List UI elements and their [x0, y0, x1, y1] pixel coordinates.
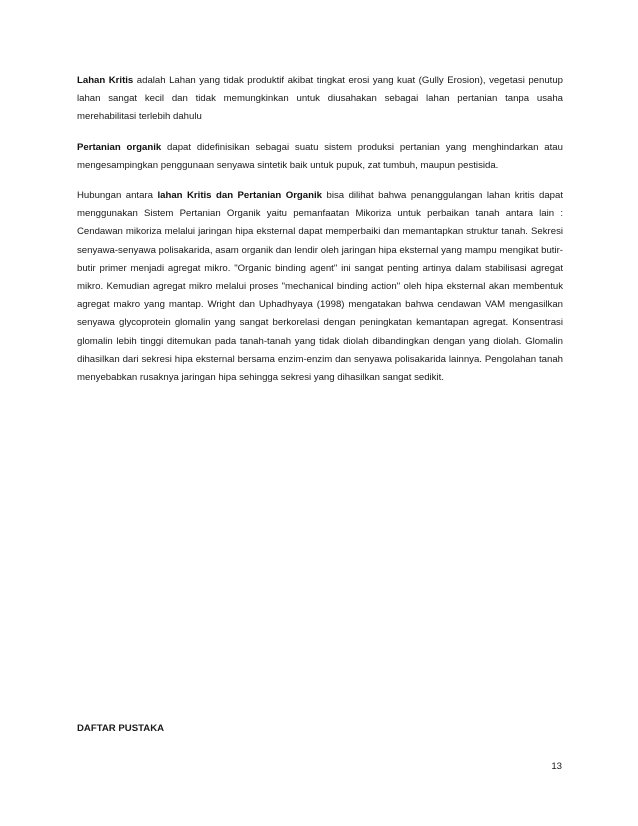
term-pertanian-organik: Pertanian organik	[77, 141, 162, 153]
intro-hubungan: Hubungan antara	[77, 190, 158, 202]
definition-pertanian-organik: dapat didefinisikan sebagai suatu sistem produksi pertanian yang menghindarkan atau mengesampingkan penggunaan senyawa sintetik baik untuk pupuk, zat tumbuh, maupun pestisida.	[77, 141, 563, 171]
term-hubungan: lahan Kritis dan Pertanian Organik	[157, 190, 322, 202]
definition-lahan-kritis: adalah Lahan yang tidak produktif akibat tingkat erosi yang kuat (Gully Erosion), vegetasi penutup lahan sangat kecil dan tidak memungkinkan untuk diusahakan sebagai lahan pertanian tanpa usaha merehabilitasi terlebih dahulu	[77, 75, 563, 123]
body-hubungan: bisa dilihat bahwa penanggulangan lahan kritis dapat menggunakan Sistem Pertanian Organik yaitu pemanfaatan Mikoriza untuk perbaikan tanah antara lain : Cendawan mikoriza melalui jaringan hipa eksternal dapat memperbaiki dan memantapkan struktur tanah. Sekresi senyawa-senyawa polisakarida, asam organik dan lendir oleh jaringan hipa eksternal yang mampu mengikat butir-butir primer menjadi agregat mikro. "Organic binding agent" ini sangat penting artinya dalam stabilisasi agregat mikro. Kemudian agregat mikro melalui proses "mechanical binding action" oleh hipa eksternal akan membentuk agregat makro yang mantap. Wright dan Uphadhyaya (1998) mengatakan bahwa cendawan VAM mengasilkan senyawa glycoprotein glomalin yang sangat berkorelasi dengan peningkatan kemantapan agregat. Konsentrasi glomalin lebih tinggi ditemukan pada tanah-tanah yang tidak diolah dibandingkan dengan yang diolah. Glomalin dihasilkan dari sekresi hipa eksternal bersama enzim-enzim dan senyawa polisakarida lainnya. Pengolahan tanah menyebabkan rusaknya jaringan hipa sehingga sekresi yang dihasilkan sangat sedikit.	[77, 190, 563, 384]
paragraph-lahan-kritis	[77, 72, 563, 127]
references-heading: DAFTAR PUSTAKA	[77, 723, 165, 734]
paragraph-hubungan	[77, 187, 563, 387]
page-number: 13	[551, 761, 562, 772]
paragraph-pertanian-organik	[77, 139, 563, 175]
term-lahan-kritis: Lahan Kritis	[77, 75, 134, 86]
body-text	[77, 72, 563, 399]
